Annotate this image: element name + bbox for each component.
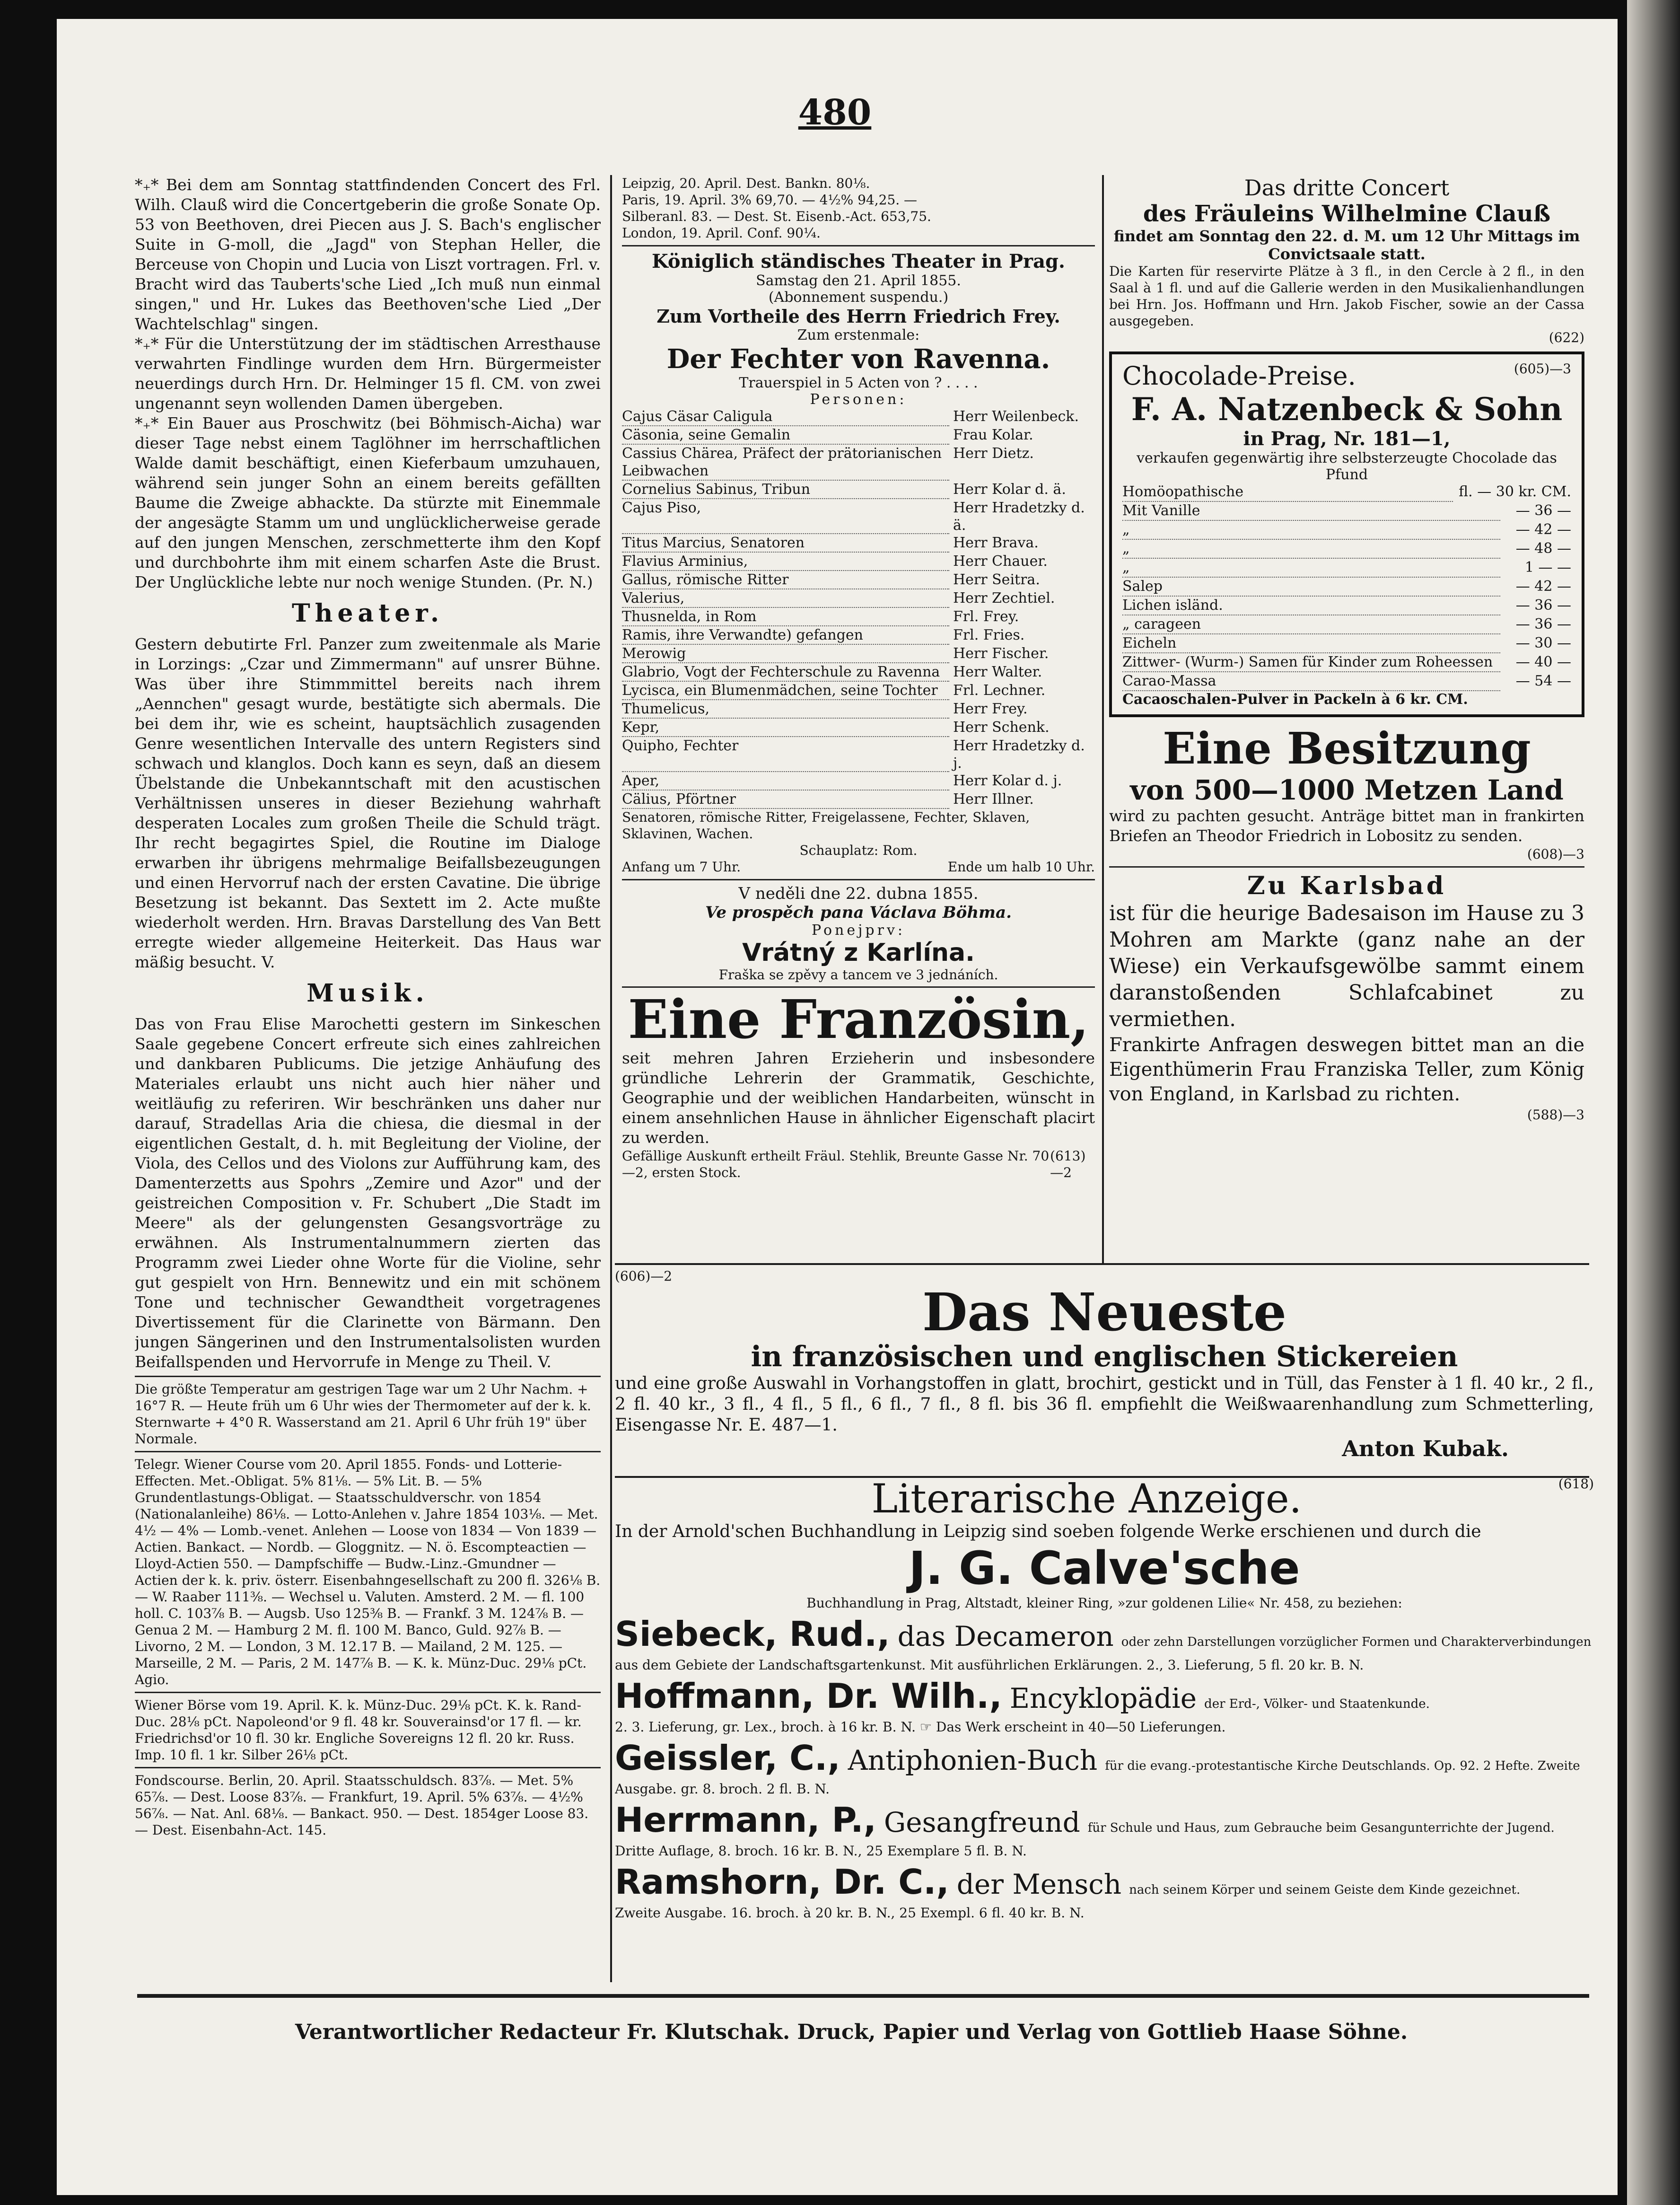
chocolate-firm: F. A. Natzenbeck & Sohn xyxy=(1131,391,1563,428)
ad-number: (606)—2 xyxy=(615,1268,673,1284)
concert-number: (622) xyxy=(1549,330,1584,345)
column-rule xyxy=(1102,175,1104,1263)
ad-text-karlsbad-contact: Frankirte Anfragen deswegen bittet man an die Eigenthümerin Frau Franziska Teller, zum König von England, in Karlsbad zu richten. xyxy=(1109,1034,1584,1105)
market-line: Leipzig, 20. April. Dest. Bankn. 80⅛. xyxy=(622,176,870,191)
divider xyxy=(135,1692,601,1693)
price-row: Mit Vanille — 36 — xyxy=(1122,502,1571,521)
cast-list xyxy=(622,408,1095,809)
ad-subtitle-besitzung: von 500—1000 Metzen Land xyxy=(1130,774,1564,806)
cast-row: Thumelicus, Herr Frey. xyxy=(622,700,1095,719)
price-row: Eicheln — 30 — xyxy=(1122,634,1571,653)
imprint-footer: Verantwortlicher Redacteur Fr. Klutschak. Druck, Papier und Verlag von Gottlieb Haase Söhne. xyxy=(295,2020,1408,2044)
concert-name: des Fräuleins Wilhelmine Clauß xyxy=(1143,201,1551,227)
weather-report: Die größte Temperatur am gestrigen Tage war um 2 Uhr Nachm. + 16°7 R. — Heute früh um 6 Uhr wies der Thermometer auf der k. k. Sternwarte + 4°0 R. Wasserstand am 21. April 6 Uhr früh 19" über Normale. xyxy=(135,1381,591,1447)
price-row: „ — 42 — xyxy=(1122,521,1571,540)
chocolate-header: Chocolade-Preise. (605)—3 xyxy=(1122,361,1571,391)
scene-line: Schauplatz: Rom. xyxy=(799,843,918,858)
fund-courses: Fondscourse. Berlin, 20. April. Staatsschuldsch. 83⅞. — Met. 5% 65⅞. — Dest. Loose 83⅞. — Frankfurt, 19. April. 5% 63⅞. — 4½% 56⅞. — Nat. Anl. 68⅛. — Bankact. 950. — Dest. 1854ger Loose 83. — Dest. Eisenbahn-Act. 145. xyxy=(135,1773,589,1838)
ad-title-francaise: Eine Französin, xyxy=(628,989,1089,1051)
ad-text-francaise: seit mehren Jahren Erzieherin und insbesondere gründliche Lehrerin der Grammatik, Geschichte, Geographie und der weiblichen Handarbeiten, wünscht in einem ansehnlichen Hause in ähnlicher Eigenschaft placirt zu werden. xyxy=(622,1049,1095,1147)
book-entry: Ramshorn, Dr. C., der Mensch nach seinem Körper und seinem Geiste dem Kinde gezeichnet. Zweite Ausgabe. 16. broch. à 20 kr. B. N., 25 Exempl. 6 fl. 40 kr. B. N. xyxy=(615,1862,1521,1921)
divider xyxy=(1109,866,1584,868)
lower-ads xyxy=(615,1268,1594,1977)
cast-row: Thusnelda, in Rom Frl. Frey. xyxy=(622,608,1095,626)
cast-row: Flavius Arminius, Herr Chauer. xyxy=(622,553,1095,571)
first-time-line: Zum erstenmale: xyxy=(797,327,920,343)
theatre-name: Königlich ständisches Theater in Prag. xyxy=(652,250,1065,272)
cast-row: Cälius, Pförtner Herr Illner. xyxy=(622,791,1095,809)
price-row: Zittwer- (Wurm-) Samen für Kinder zum Roheessen — 40 — xyxy=(1122,653,1571,672)
ad-text-neueste: und eine große Auswahl in Vorhangstoffen in glatt, brochirt, gestickt und in Tüll, das Fenster à 1 fl. 40 kr., 2 fl., 2 fl. 40 kr., 3 fl., 4 fl., 5 fl., 6 fl., 7 fl., 8 fl. bis 36 fl. empfiehlt die Weißwaarenhandlung zum Schmetterling, Eisengasse Nr. E. 487—1. xyxy=(615,1374,1594,1435)
price-row: „ carageen — 36 — xyxy=(1122,615,1571,634)
ad-title-besitzung: Eine Besitzung xyxy=(1163,723,1531,774)
cast-row: Titus Marcius, Senatoren Herr Brava. xyxy=(622,534,1095,553)
czech-first: Ponejprv: xyxy=(811,922,905,939)
ad-number: (608)—3 xyxy=(1527,846,1584,862)
cast-row: Aper, Herr Kolar d. j. xyxy=(622,772,1095,791)
news-item: *₊* Bei dem am Sonntag stattfindenden Concert des Frl. Wilh. Clauß wird die Concertgeberin die große Sonate Op. 53 von Beethoven, drei Piecen aus J. S. Bach's englischer Suite in G-moll, die „Jagd" von Stephan Heller, die Berceuse von Chopin und Lucia von Liszt vortragen. Frl. v. Bracht wird das Tauberts'sche Lied „Ich muß nun einmal singen," und Hr. Lukes das Beethoven'sche Lied „Der Wachtelschlag" singen. xyxy=(135,176,601,333)
market-line: Paris, 19. April. 3% 69,70. — 4½% 94,25. — xyxy=(622,192,918,208)
ad-title-neueste: Das Neueste xyxy=(922,1282,1287,1343)
benefit-line: Zum Vortheile des Herrn Friedrich Frey. xyxy=(656,306,1060,327)
book-entry: Herrmann, P., Gesangfreund für Schule und Haus, zum Gebrauche beim Gesangunterrichte der Jugend. Dritte Auflage, 8. broch. 16 kr. B. N., 25 Exemplare 5 fl. B. N. xyxy=(615,1800,1555,1859)
ad-contact-row: Gefällige Auskunft ertheilt Fräul. Stehlik, Breunte Gasse Nr. 70—2, ersten Stock. (613)—2 xyxy=(622,1148,1086,1180)
cast-row: Cajus Cäsar Caligula Herr Weilenbeck. xyxy=(622,408,1095,426)
music-review: Das von Frau Elise Marochetti gestern im Sinkeschen Saale gegebene Concert erfreute sich eines zahlreichen und dankbaren Publicums. Die jetzige Anhäufung des Materiales erlaubt uns nicht auch hier näher und weitläufig zu referiren. Wir beschränken uns daher nur darauf, Stradellas Aria die chiesa, die diesmal in der eigentlichen Gestalt, d. h. mit Begleitung der Violine, der Viola, des Cellos und des Violons zur Aufführung kam, des Damenterzetts aus Spohrs „Zemire und Azor" und der geistreichen Composition v. Fr. Schubert „Die Stadt im Meere" als der gelungensten Gesangsvorträge zu erwähnen. Als Instrumentalnummern zierten das Programm zwei Lieder ohne Worte für die Violine, sehr gut gespielt von Hrn. Bennewitz und ein mit schönem Tone und technischer Gewandtheit vorgetragenes Divertissement für die Clarinette von Bärmann. Den jungen Sängerinen und den Instrumentalsolisten wurden Beifallspenden und Hervorrufe in Menge zu Theil. V. xyxy=(135,1015,601,1371)
divider xyxy=(135,1451,601,1452)
price-row: Salep — 42 — xyxy=(1122,578,1571,597)
cast-row: Quipho, Fechter Herr Hradetzky d. j. xyxy=(622,738,1085,772)
price-row: „ — 48 — xyxy=(1122,540,1571,559)
play-title: Der Fechter von Ravenna. xyxy=(666,343,1050,375)
column-rule xyxy=(610,1254,612,1982)
chocolate-address: in Prag, Nr. 181—1, xyxy=(1243,428,1451,450)
column-middle xyxy=(622,175,1095,1258)
cast-row: Valerius, Herr Zechtiel. xyxy=(622,589,1095,608)
divider xyxy=(622,986,1095,988)
concert-title: Das dritte Concert xyxy=(1244,175,1450,201)
cast-row: Cäsonia, seine Gemalin Frau Kolar. xyxy=(622,426,1095,445)
market-line: London, 19. April. Conf. 90¼. xyxy=(622,225,821,241)
chocolate-ad-box xyxy=(1109,351,1584,717)
divider xyxy=(135,1376,601,1377)
divider xyxy=(622,879,1095,880)
divider xyxy=(135,1767,601,1768)
czech-benefit: Ve prospěch pana Václava Böhma. xyxy=(705,903,1012,922)
cast-row: Lycisca, ein Blumenmädchen, seine Tochter Frl. Lechner. xyxy=(622,682,1095,700)
cacao-powder-line: Cacaoschalen-Pulver in Packeln à 6 kr. CM. xyxy=(1122,691,1468,708)
footer-rule xyxy=(137,1994,1589,1998)
news-item: *₊* Für die Unterstützung der im städtischen Arresthause verwahrten Findlinge wurden dem Hrn. Bürgermeister neuerdings durch Hrn. Dr. Helminger 15 fl. CM. von zwei ungenannt seyn wollenden Damen übergeben. xyxy=(135,334,601,413)
column-right xyxy=(1109,175,1584,1273)
ad-title-karlsbad: Zu Karlsbad xyxy=(1247,871,1447,900)
literary-intro: In der Arnold'schen Buchhandlung in Leipzig sind soeben folgende Werke erschienen und durch die xyxy=(615,1522,1481,1541)
column-left xyxy=(135,175,601,1987)
price-row: Carao-Massa — 54 — xyxy=(1122,672,1571,691)
concert-text: Die Karten für reservirte Plätze à 3 fl., in den Cercle à 2 fl., in den Saal à 1 fl. und auf die Gallerie werden in den Musikalienhandlungen bei Hrn. Jos. Hoffmann und Hrn. Jakob Fischer, sowie an der Cassa ausgegeben. xyxy=(1109,264,1584,329)
ad-text-karlsbad: ist für die heurige Badesaison im Hause zu 3 Mohren am Markte (ganz nahe an der Wiese) ein Verkaufsgewölbe sammt einem daranstoßenden Schlafcabinet zu vermiethen. xyxy=(1109,901,1584,1031)
calve-name: J. G. Calve'sche xyxy=(909,1542,1300,1595)
czech-subtitle: Fraška se zpěvy a tancem ve 3 jednáních. xyxy=(718,967,998,983)
cast-heading: Personen: xyxy=(810,391,907,408)
czech-title: Vrátný z Karlína. xyxy=(742,939,975,967)
performance-date: Samstag den 21. April 1855. xyxy=(756,272,961,289)
theater-review: Gestern debutirte Frl. Panzer zum zweitenmale als Marie in Lorzings: „Czar und Zimmermann" auf unsrer Bühne. Was über ihre Stimmmittel bereits nach ihrem „Aennchen" gesagt wurde, bestätigte sich abermals. Die bei dem ihr, wie es scheint, hauptsächlich zusagenden Genre wesentlichen Intervalle des untern Registers sind schwach und klanglos. Doch kann es seyn, daß an diesem Übelstande die Unbekanntschaft mit den acustischen Verhältnissen unseres in dieser Beziehung wahrhaft desperaten Locales zum großen Theile die Schuld trägt. Ihr recht begagirtes Spiel, die Routine im Dialoge erwarben ihr übrigens mehrmalige Beifallsbezeugungen und einen Hervorruf nach der ersten Cavatine. Die übrige Besetzung ist bekannt. Das Sextett im 2. Acte mußte wiederholt werden. Hrn. Bravas Darstellung des Van Bett erregte wieder allgemeine Heiterkeit. Das Haus war mäßig besucht. V. xyxy=(135,635,601,971)
news-item: *₊* Ein Bauer aus Proschwitz (bei Böhmisch-Aicha) war dieser Tage nebst einem Taglöhner im herrschaftlichen Walde damit beschäftigt, einen Kieferbaum umzuhauen, während sein junger Sohn an einem bereits gefällten Baume die Zweige abhackte. Da stürzte mit Einemmale der angesägte Stamm um und unglücklicherweise gerade auf den jungen Menschen, zerschmetterte ihm den Kopf und durchbohrte ihm mit einem scharfen Aste die Brust. Der Unglückliche lebte nur noch wenige Stunden. (Pr. N.) xyxy=(135,414,601,591)
cast-row: Cassius Chärea, Präfect der prätorianischen Leibwachen Herr Dietz. xyxy=(622,445,1095,481)
price-row: Lichen isländ. — 36 — xyxy=(1122,597,1571,615)
czech-date: V neděli dne 22. dubna 1855. xyxy=(738,884,979,903)
section-heading-musik: Musik. xyxy=(306,979,429,1008)
exchange-rates: Telegr. Wiener Course vom 20. April 1855. Fonds- und Lotterie-Effecten. Met.-Obligat. 5% 81⅛. — 5% Lit. B. — 5% Grundentlastungs-Obligat. — Staatsschuldverschr. von 1854 (Nationalanleihe) 86⅛. — Lotto-Anlehen v. Jahre 1854 103⅛. — Met. 4½ — 4% — Lomb.-venet. Anlehen — Loose von 1834 — Von 1839 — Actien. Bankact. — Nordb. — Gloggnitz. — N. ö. Escompteactien — Lloyd-Actien 550. — Dampfschiffe — Budw.-Linz.-Gmundner — Actien der k. k. priv. österr. Eisenbahngesellschaft zu 200 fl. 326⅛ B. — W. Raaber 111⅜. — Wechsel u. Valuten. Amsterd. 2 M. — fl. 100 holl. C. 103⅞ B. — Augsb. Uso 125⅜ B. — Frankf. 3 M. 124⅞ B. — Genua 2 M. — Hamburg 2 M. fl. 100 M. Banco, Guld. 92⅞ B. — Livorno, 2 M. — London, 3 M. 12.17 B. — Mailand, 2 M. 125. — Marseille, 2 M. — Paris, 2 M. 147⅞ B. — K. k. Münz-Duc. 29⅛ pCt. Agio. xyxy=(135,1457,601,1687)
extras-line: Senatoren, römische Ritter, Freigelassene, Fechter, Sklaven, Sklavinen, Wachen. xyxy=(622,809,1030,842)
price-row: Homöopathische fl. — 30 kr. CM. xyxy=(1122,483,1571,502)
cast-row: Merowig Herr Fischer. xyxy=(622,645,1095,663)
ad-subtitle-neueste: in französischen und englischen Stickereien xyxy=(751,1340,1458,1373)
literary-header: Literarische Anzeige. (618) xyxy=(871,1476,1594,1522)
price-row: „ 1 — — xyxy=(1122,559,1571,578)
concert-when: findet am Sonntag den 22. d. M. um 12 Uhr Mittags im Convictsaale statt. xyxy=(1113,227,1580,263)
page-number: 480 xyxy=(798,92,872,133)
market-line: Silberanl. 83. — Dest. St. Eisenb.-Act. 653,75. xyxy=(622,209,931,224)
cast-row: Gallus, römische Ritter Herr Seitra. xyxy=(622,571,1095,589)
cast-row: Cajus Piso, Herr Hradetzky d. ä. xyxy=(622,500,1085,534)
column-rule xyxy=(610,175,612,1254)
section-heading-theater: Theater. xyxy=(291,599,444,628)
ad-number: (588)—3 xyxy=(1527,1107,1584,1123)
calve-subtitle: Buchhandlung in Prag, Altstadt, kleiner Ring, »zur goldenen Lilie« Nr. 458, zu beziehen: xyxy=(806,1595,1402,1611)
cast-row: Ramis, ihre Verwandte) gefangen Frl. Fries. xyxy=(622,626,1095,645)
abonnement-note: (Abonnement suspendu.) xyxy=(768,289,949,306)
chocolate-subtitle: verkaufen gegenwärtig ihre selbsterzeugte Chocolade das Pfund xyxy=(1137,450,1557,483)
play-subtitle: Trauerspiel in 5 Acten von ? . . . . xyxy=(739,375,978,391)
book-entry: Geissler, C., Antiphonien-Buch für die evang.-protestantische Kirche Deutschlands. Op. 92. 2 Hefte. Zweite Ausgabe. gr. 8. broch. 2 fl. B. N. xyxy=(615,1738,1580,1797)
page-edge xyxy=(1627,0,1680,2205)
book-entry: Hoffmann, Dr. Wilh., Encyklopädie der Erd-, Völker- und Staatenkunde. 2. 3. Lieferung, gr. Lex., broch. à 16 kr. B. N. ☞ Das Werk erscheint in 40—50 Lieferungen. xyxy=(615,1676,1430,1735)
ad-signature: Anton Kubak. xyxy=(1342,1436,1509,1461)
ad-text-besitzung: wird zu pachten gesucht. Anträge bittet man in frankirten Briefen an Theodor Friedrich in Lobositz zu senden. xyxy=(1109,807,1584,845)
divider xyxy=(622,245,1095,246)
stock-exchange: Wiener Börse vom 19. April. K. k. Münz-Duc. 29⅛ pCt. K. k. Rand-Duc. 28⅛ pCt. Napoleond'or 9 fl. 48 kr. Souverainsd'or 17 fl. — kr. Friedrichsd'or 10 fl. 30 kr. Engliche Sovereigns 12 fl. 20 kr. Russ. Imp. 10 fl. 1 kr. Silber 26⅛ pCt. xyxy=(135,1697,582,1763)
cast-row: Glabrio, Vogt der Fechterschule zu Ravenna Herr Walter. xyxy=(622,663,1095,682)
book-entry: Siebeck, Rud., das Decameron oder zehn Darstellungen vorzüglicher Formen und Charakterverbindungen aus dem Gebiete der Landschaftsgartenkunst. Mit ausführlichen Erklärungen. 2., 3. Lieferung, 5 fl. 20 kr. B. N. xyxy=(615,1614,1592,1673)
cast-row: Kepr, Herr Schenk. xyxy=(622,719,1095,737)
times-row: Anfang um 7 Uhr. Ende um halb 10 Uhr. xyxy=(622,859,1095,875)
cast-row: Cornelius Sabinus, Tribun Herr Kolar d. ä. xyxy=(622,481,1095,499)
